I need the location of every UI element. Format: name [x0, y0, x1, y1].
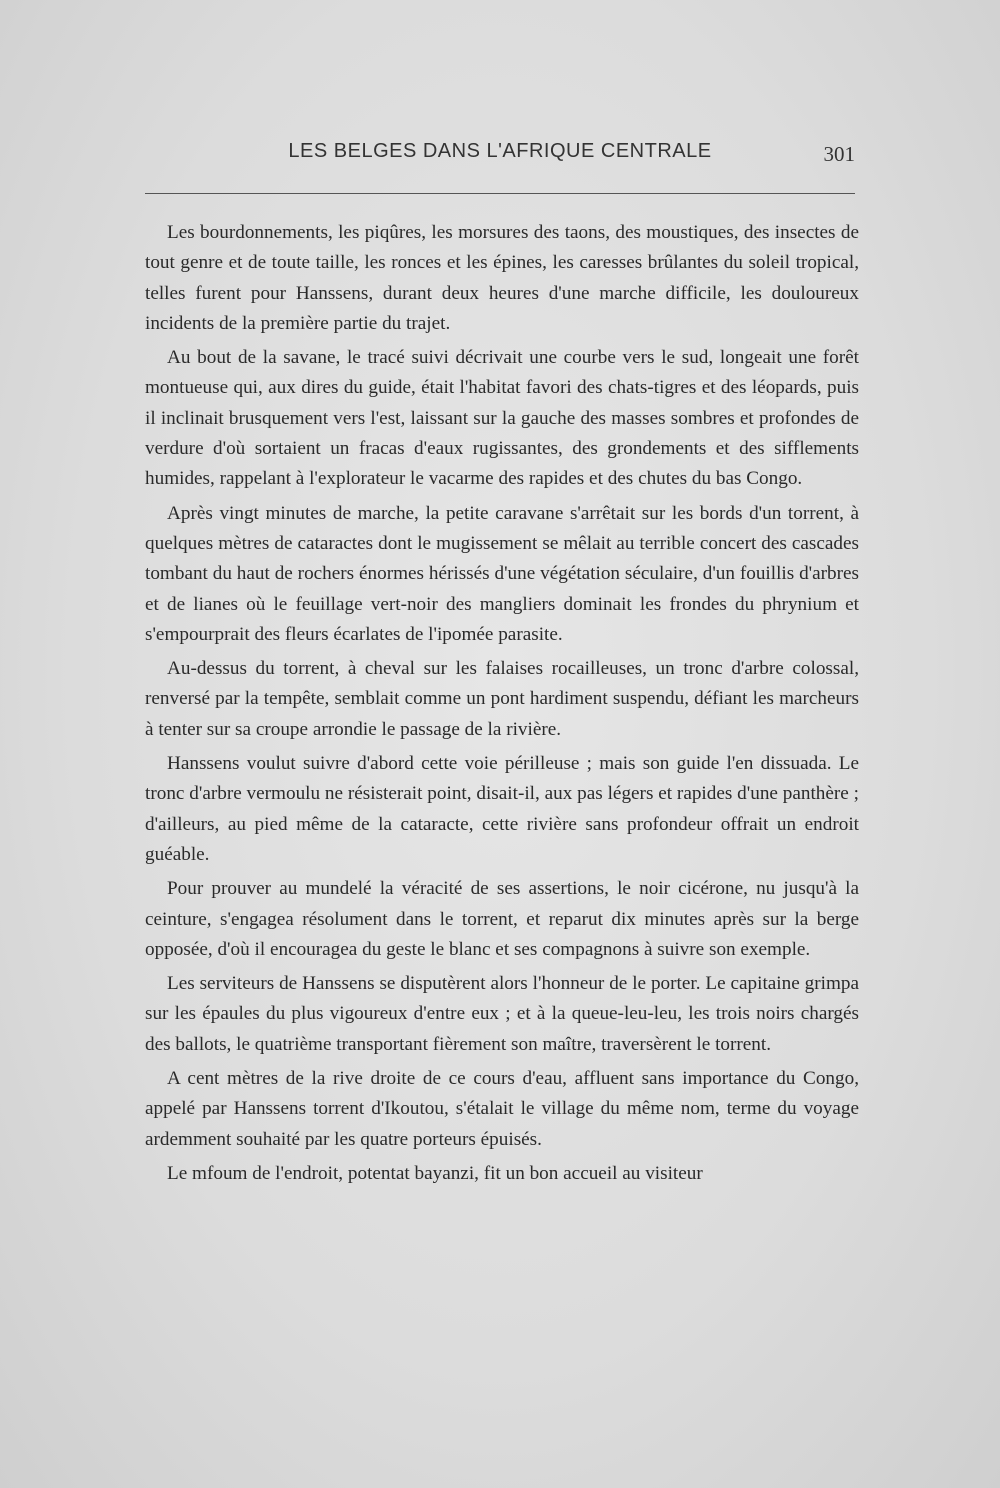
paragraph: Les serviteurs de Hanssens se disputèrent alors l'honneur de le porter. Le capitaine grimpa sur les épaules du plus vigoureux d'entre eux ; et à la queue-leu-leu, les trois noirs chargés des ballots, le quatrième transportant fièrement son maître, traversèrent le torrent.: [145, 973, 859, 1055]
header-rule: [145, 193, 855, 194]
paragraph: Après vingt minutes de marche, la petite caravane s'arrêtait sur les bords d'un torrent, à quelques mètres de cataractes dont le mugissement se mêlait au terrible concert des cascades tombant du haut de rochers énormes hérissés d'une végétation séculaire, d'un fouillis d'arbres et de lianes où le feuillage vert-noir des mangliers dominait les frondes du phrynium et s'empourprait des fleurs écarlates de l'ipomée parasite.: [145, 502, 859, 645]
paragraph: Les bourdonnements, les piqûres, les morsures des taons, des moustiques, des insectes de tout genre et de toute taille, les ronces et les épines, les caresses brûlantes du soleil tropical, telles furent pour Hanssens, durant deux heures d'une marche difficile, les douloureux incidents de la première partie du trajet.: [145, 222, 859, 334]
body-text: [145, 218, 859, 1193]
paragraph: A cent mètres de la rive droite de ce cours d'eau, affluent sans importance du Congo, appelé par Hanssens torrent d'Ikoutou, s'étalait le village du même nom, terme du voyage ardemment souhaité par les quatre porteurs épuisés.: [145, 1068, 859, 1150]
running-title: LES BELGES DANS L'AFRIQUE CENTRALE: [288, 140, 712, 162]
paragraph: Au-dessus du torrent, à cheval sur les falaises rocailleuses, un tronc d'arbre colossal, renversé par la tempête, semblait comme un pont hardiment suspendu, défiant les marcheurs à tenter sur sa croupe arrondie le passage de la rivière.: [145, 658, 859, 740]
page-number: 301: [823, 142, 855, 166]
paragraph: Pour prouver au mundelé la véracité de ses assertions, le noir cicérone, nu jusqu'à la ceinture, s'engagea résolument dans le torrent, et reparut dix minutes après sur la berge opposée, d'où il encouragea du geste le blanc et ses compagnons à suivre son exemple.: [145, 878, 859, 960]
running-head: [145, 140, 855, 170]
paragraph: Le mfoum de l'endroit, potentat bayanzi, fit un bon accueil au visiteur: [167, 1162, 703, 1184]
paragraph: Au bout de la savane, le tracé suivi décrivait une courbe vers le sud, longeait une forêt montueuse qui, aux dires du guide, était l'habitat favori des chats-tigres et des léopards, puis il inclinait brusquement vers l'est, laissant sur la gauche des masses sombres et profondes de verdure d'où sortaient un fracas d'eaux rugissantes, des grondements et des sifflements humides, rappelant à l'explorateur le vacarme des rapides et des chutes du bas Congo.: [145, 347, 859, 490]
paragraph: Hanssens voulut suivre d'abord cette voie périlleuse ; mais son guide l'en dissuada. Le tronc d'arbre vermoulu ne résisterait point, disait-il, aux pas légers et rapides d'une panthère ; d'ailleurs, au pied même de la cataracte, cette rivière sans profondeur offrait un endroit guéable.: [145, 753, 859, 865]
